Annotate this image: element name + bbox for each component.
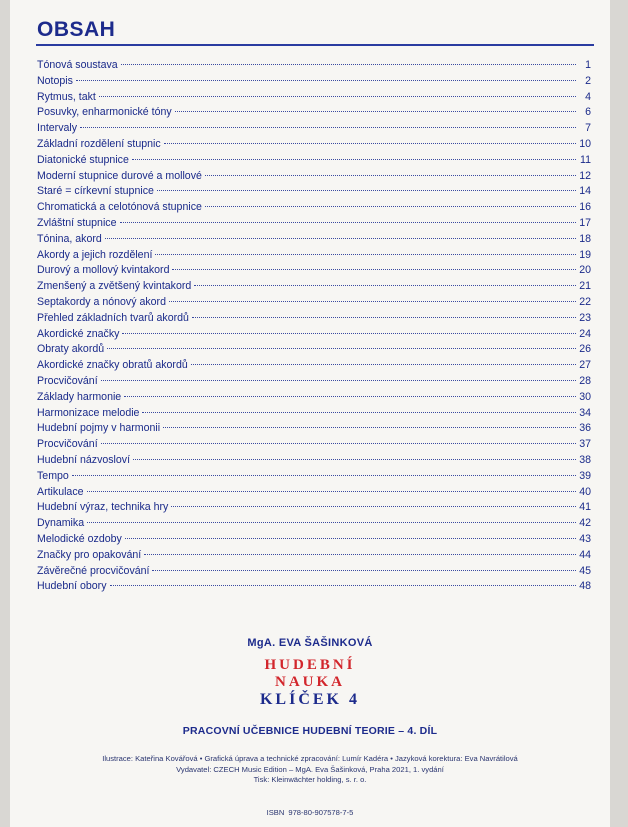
toc-entry xyxy=(37,311,591,327)
toc-entry xyxy=(37,469,591,485)
toc-entry xyxy=(37,421,591,437)
toc-entry xyxy=(37,248,591,264)
toc-entry xyxy=(37,327,591,343)
isbn xyxy=(10,808,610,817)
toc-entry-title: Hudební výraz, technika hry xyxy=(37,501,169,514)
toc-entry xyxy=(37,358,591,374)
toc-entry xyxy=(37,516,591,532)
toc-entry-page: 7 xyxy=(585,122,591,135)
toc-entry-page: 48 xyxy=(579,580,591,593)
toc-entry-title: Rytmus, takt xyxy=(37,90,96,103)
toc-entry xyxy=(37,153,591,169)
series-title xyxy=(10,657,610,691)
toc-entry xyxy=(37,485,591,501)
toc-dot-leader xyxy=(144,554,576,555)
toc-dot-leader xyxy=(194,285,576,286)
toc-dot-leader xyxy=(171,506,576,507)
toc-entry-page: 43 xyxy=(579,532,591,545)
toc-entry-page: 4 xyxy=(585,90,591,103)
toc-entry-title: Tónina, akord xyxy=(37,232,102,245)
toc-entry-title: Základy harmonie xyxy=(37,390,122,403)
toc-entry-page: 41 xyxy=(579,501,591,514)
isbn-number: 978-80-907578-7-5 xyxy=(288,808,354,817)
toc-entry xyxy=(37,169,591,185)
toc-entry xyxy=(37,390,591,406)
toc-dot-leader xyxy=(152,570,576,571)
toc-dot-leader xyxy=(133,459,576,460)
toc-entry-title: Hudební pojmy v harmonii xyxy=(37,422,161,435)
toc-entry xyxy=(37,437,591,453)
toc-entry-page: 24 xyxy=(579,327,591,340)
toc-dot-leader xyxy=(87,522,576,523)
toc-entry-page: 27 xyxy=(579,359,591,372)
toc-entry-title: Akordické značky obratů akordů xyxy=(37,359,188,372)
toc-entry-title: Posuvky, enharmonické tóny xyxy=(37,106,172,119)
toc-dot-leader xyxy=(191,364,576,365)
toc-dot-leader xyxy=(164,143,576,144)
toc-dot-leader xyxy=(101,380,576,381)
author-name: MgA. EVA ŠAŠINKOVÁ xyxy=(247,637,373,649)
toc-entry-page: 39 xyxy=(579,469,591,482)
toc-entry-title: Závěrečné procvičování xyxy=(37,564,150,577)
toc-entry-title: Procvičování xyxy=(37,438,98,451)
toc-entry-page: 37 xyxy=(579,438,591,451)
toc-dot-leader xyxy=(142,412,576,413)
toc-entry xyxy=(37,105,591,121)
toc-dot-leader xyxy=(192,317,576,318)
toc-entry-title: Notopis xyxy=(37,74,73,87)
toc-entry-title: Diatonické stupnice xyxy=(37,153,129,166)
toc-entry xyxy=(37,58,591,74)
toc-entry xyxy=(37,564,591,580)
toc-entry xyxy=(37,342,591,358)
toc-entry-page: 26 xyxy=(579,343,591,356)
toc-entry-page: 19 xyxy=(579,248,591,261)
toc-entry xyxy=(37,406,591,422)
toc-entry-page: 44 xyxy=(579,548,591,561)
toc-dot-leader xyxy=(80,127,576,128)
toc-dot-leader xyxy=(87,491,576,492)
toc-entry-title: Staré = církevní stupnice xyxy=(37,185,154,198)
series-volume: KLÍČEK 4 xyxy=(259,691,360,708)
table-of-contents xyxy=(37,58,591,595)
toc-entry xyxy=(37,137,591,153)
credits-line-1: Ilustrace: Kateřina Kovářová • Grafická úprava a technické zpracování: Lumír Kadéra • Jazyková korektura: Eva Navrátilová xyxy=(102,754,518,763)
toc-entry-title: Hudební názvosloví xyxy=(37,453,131,466)
toc-entry-page: 22 xyxy=(579,295,591,308)
credits-line-3: Tisk: Kleinwächter holding, s. r. o. xyxy=(253,775,367,784)
toc-dot-leader xyxy=(72,475,576,476)
toc-entry-title: Intervaly xyxy=(37,122,78,135)
toc-entry-title: Přehled základních tvarů akordů xyxy=(37,311,189,324)
toc-entry-title: Septakordy a nónový akord xyxy=(37,295,166,308)
toc-entry-title: Akordické značky xyxy=(37,327,120,340)
toc-entry-page: 23 xyxy=(579,311,591,324)
book-page xyxy=(10,0,610,827)
toc-dot-leader xyxy=(125,538,576,539)
toc-dot-leader xyxy=(101,443,576,444)
toc-entry xyxy=(37,200,591,216)
toc-entry-title: Hudební obory xyxy=(37,580,107,593)
toc-entry-title: Melodické ozdoby xyxy=(37,532,122,545)
toc-dot-leader xyxy=(155,254,576,255)
toc-entry-page: 14 xyxy=(579,185,591,198)
toc-dot-leader xyxy=(175,111,576,112)
toc-entry-title: Moderní stupnice durové a mollové xyxy=(37,169,202,182)
toc-entry xyxy=(37,500,591,516)
toc-entry-page: 16 xyxy=(579,201,591,214)
toc-entry xyxy=(37,453,591,469)
toc-entry xyxy=(37,279,591,295)
toc-entry-title: Dynamika xyxy=(37,517,85,530)
toc-dot-leader xyxy=(105,238,576,239)
toc-entry-page: 11 xyxy=(580,153,591,166)
toc-dot-leader xyxy=(132,159,576,160)
toc-entry-title: Značky pro opakování xyxy=(37,548,142,561)
toc-entry xyxy=(37,532,591,548)
toc-dot-leader xyxy=(124,396,576,397)
toc-entry xyxy=(37,184,591,200)
heading-rule xyxy=(36,44,594,46)
toc-entry-title: Tempo xyxy=(37,469,69,482)
series-title-line1: HUDEBNÍ xyxy=(264,657,356,673)
credits xyxy=(10,754,610,786)
toc-entry-title: Procvičování xyxy=(37,374,98,387)
toc-dot-leader xyxy=(169,301,576,302)
toc-entry-page: 34 xyxy=(579,406,591,419)
toc-entry xyxy=(37,232,591,248)
series-title-line2: NAUKA xyxy=(275,674,345,690)
book-subtitle: PRACOVNÍ UČEBNICE HUDEBNÍ TEORIE – 4. DÍL xyxy=(182,725,438,737)
toc-entry-page: 2 xyxy=(585,74,591,87)
toc-entry-page: 17 xyxy=(579,216,591,229)
toc-entry-page: 21 xyxy=(579,280,591,293)
toc-entry-page: 45 xyxy=(579,564,591,577)
toc-entry-page: 40 xyxy=(579,485,591,498)
toc-entry-page: 36 xyxy=(579,422,591,435)
toc-entry-title: Artikulace xyxy=(37,485,84,498)
toc-entry xyxy=(37,548,591,564)
toc-entry-title: Obraty akordů xyxy=(37,343,105,356)
toc-entry xyxy=(37,121,591,137)
toc-entry xyxy=(37,90,591,106)
toc-dot-leader xyxy=(120,222,577,223)
toc-dot-leader xyxy=(205,175,576,176)
toc-entry-page: 28 xyxy=(579,374,591,387)
toc-entry-page: 10 xyxy=(579,137,591,150)
toc-dot-leader xyxy=(122,333,576,334)
toc-entry-title: Durový a mollový kvintakord xyxy=(37,264,170,277)
toc-entry-page: 30 xyxy=(579,390,591,403)
toc-entry-page: 18 xyxy=(579,232,591,245)
toc-entry-page: 12 xyxy=(579,169,591,182)
toc-entry-page: 1 xyxy=(585,59,591,71)
toc-entry-title: Harmonizace melodie xyxy=(37,406,140,419)
toc-dot-leader xyxy=(163,427,576,428)
toc-entry-title: Tónová soustava xyxy=(37,59,118,71)
toc-entry-page: 42 xyxy=(579,517,591,530)
toc-entry-page: 38 xyxy=(579,453,591,466)
toc-heading: OBSAH xyxy=(37,18,116,41)
toc-entry-title: Akordy a jejich rozdělení xyxy=(37,248,153,261)
toc-dot-leader xyxy=(121,64,576,65)
isbn-label: ISBN xyxy=(266,808,285,817)
credits-line-2: Vydavatel: CZECH Music Edition – MgA. Eva Šašinková, Praha 2021, 1. vydání xyxy=(176,764,444,774)
toc-entry-page: 6 xyxy=(585,106,591,119)
toc-entry xyxy=(37,74,591,90)
toc-entry-title: Chromatická a celotónová stupnice xyxy=(37,201,202,214)
toc-dot-leader xyxy=(110,585,577,586)
toc-dot-leader xyxy=(99,96,576,97)
toc-entry xyxy=(37,579,591,595)
toc-dot-leader xyxy=(76,80,576,81)
toc-entry-title: Zvláštní stupnice xyxy=(37,216,117,229)
toc-dot-leader xyxy=(205,206,576,207)
toc-entry xyxy=(37,263,591,279)
toc-dot-leader xyxy=(172,269,576,270)
toc-entry-page: 20 xyxy=(579,264,591,277)
toc-dot-leader xyxy=(107,348,576,349)
toc-entry xyxy=(37,374,591,390)
toc-dot-leader xyxy=(157,190,576,191)
toc-entry xyxy=(37,216,591,232)
toc-entry-title: Základní rozdělení stupnic xyxy=(37,137,161,150)
toc-entry xyxy=(37,295,591,311)
toc-entry-title: Zmenšený a zvětšený kvintakord xyxy=(37,280,192,293)
